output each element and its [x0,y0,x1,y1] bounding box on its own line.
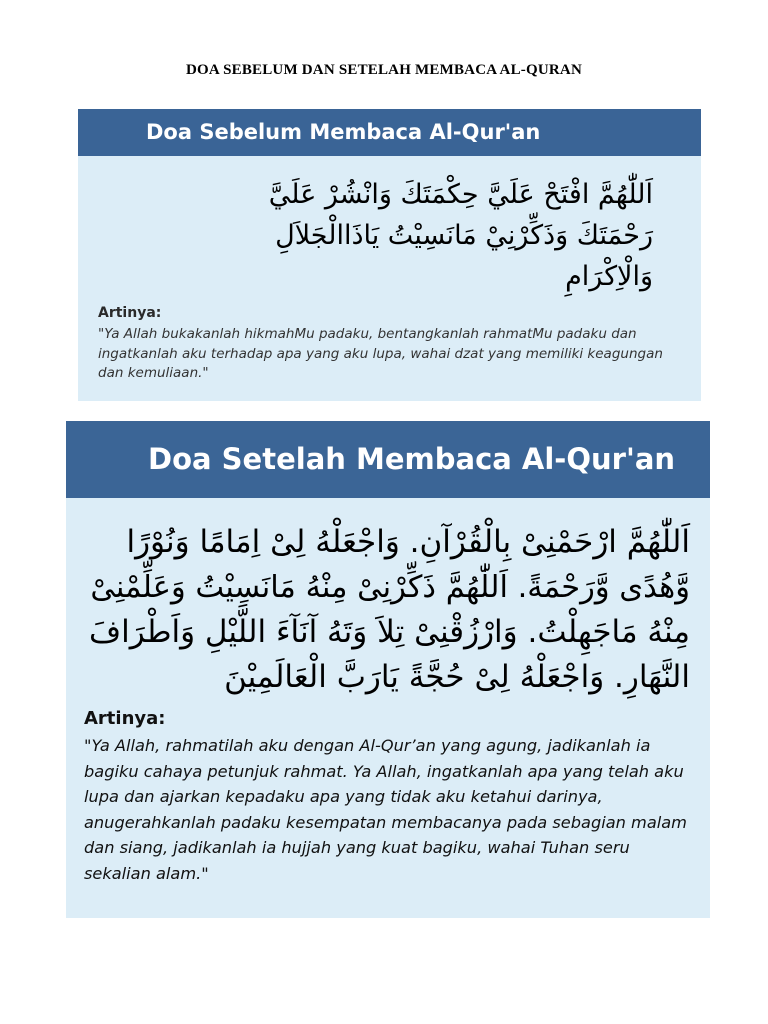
arabic-line: اَللّٰهُمَّ افْتَحْ عَلَيَّ حِكْمَتَكَ وَانْشُرْ عَلَيَّ [268,179,653,210]
arabic-line: رَحْمَتَكَ وَذَكِّرْنِيْ مَانَسِيْتُ يَاذَاالْجَلاَلِ [275,220,653,251]
arabic-line: وَّهُدًى وَّرَحْمَةً. اَللّٰهُمَّ ذَكِّرْنِىْ مِنْهُ مَانَسِيْتُ وَعَلِّمْنِىْ [90,570,690,605]
doa-setelah-header: Doa Setelah Membaca Al-Qur'an [66,421,710,498]
arabic-line: وَالْاِكْرَامِ [565,261,653,292]
doa-setelah-arabic [66,498,710,700]
doa-sebelum-header: Doa Sebelum Membaca Al-Qur'an [78,109,701,156]
document-title: DOA SEBELUM DAN SETELAH MEMBACA AL-QURAN [186,62,582,78]
doa-sebelum-meaning-text: "Ya Allah bukakanlah hikmahMu padaku, bentangkanlah rahmatMu padaku dan ingatkanlah aku terhadap apa yang aku lupa, wahai dzat yang memiliki keagungan dan kemuliaan." [98,326,663,381]
doa-sebelum-arabic [78,156,701,297]
arabic-line: اَللّٰهُمَّ ارْحَمْنِىْ بِالْقُرْآنِ. وَاجْعَلْهُ لِىْ اِمَامًا وَنُوْرًا [126,524,690,560]
doa-sebelum-meaning-label: Artinya: [98,305,162,321]
doa-setelah-meaning-label: Artinya: [84,708,166,729]
doa-setelah-meaning-text: "Ya Allah, rahmatilah aku dengan Al-Qur’an yang agung, jadikanlah ia bagiku cahaya petunjuk rahmat. Ya Allah, ingatkanlah apa yang telah aku lupa dan ajarkan kepadaku apa yang tidak aku ketahui darinya, anugerahkanlah padaku kesempatan membacanya pada sebagian malam dan siang, jadikanlah ia hujjah yang kuat bagiku, wahai Tuhan seru sekalian alam." [84,736,687,883]
doa-setelah-card [66,421,710,918]
arabic-line: مِنْهُ مَاجَهِلْتُ. وَارْزُقْنِىْ تِلاَ وَتَهُ آنَآءَ اللَّيْلِ وَاَطْرَافَ [88,614,690,650]
doa-sebelum-card [78,109,701,401]
arabic-line: النَّهَارِ. وَاجْعَلْهُ لِىْ حُجَّةً يَارَبَّ الْعَالَمِيْنَ [224,659,690,695]
